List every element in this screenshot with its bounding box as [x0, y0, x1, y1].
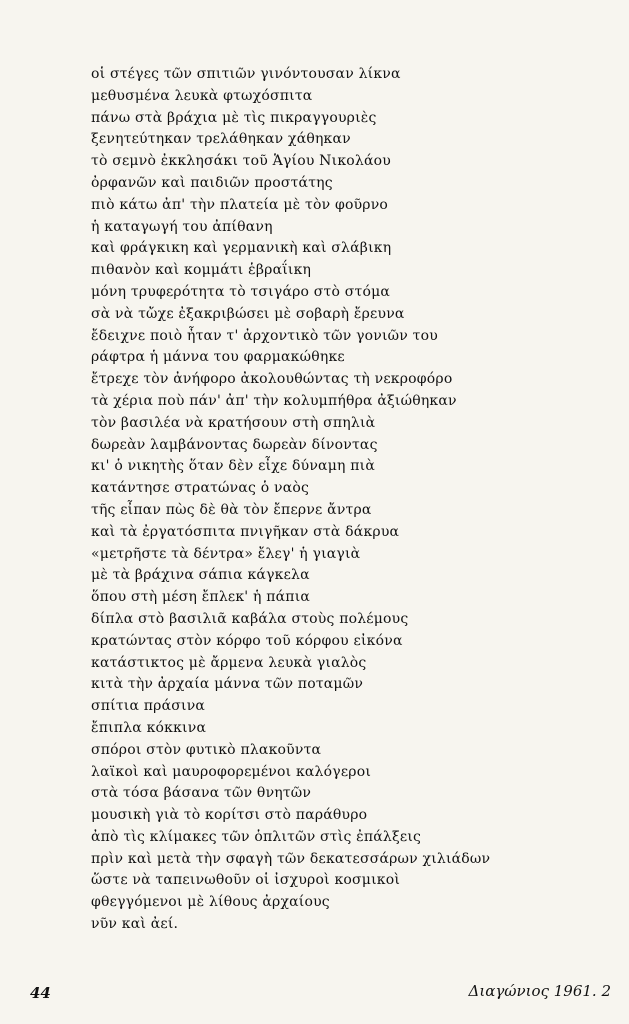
- poem-line: τὰ χέρια ποὺ πάν' ἀπ' τὴν κολυμπήθρα ἀξιώθηκαν: [91, 392, 457, 409]
- poem-line: στὰ τόσα βάσανα τῶν θνητῶν: [91, 785, 312, 802]
- poem-line: φθεγγόμενοι μὲ λίθους ἀρχαίους: [91, 894, 330, 911]
- poem-line: καὶ τὰ ἐργατόσπιτα πνιγῆκαν στὰ δάκρυα: [91, 523, 400, 540]
- poem-line: μόνη τρυφερότητα τὸ τσιγάρο στὸ στόμα: [91, 283, 391, 300]
- poem-line: ξενητεύτηκαν τρελάθηκαν χάθηκαν: [91, 131, 351, 148]
- poem-line: δωρεὰν λαμβάνοντας δωρεὰν δίνοντας: [91, 436, 378, 453]
- poem-text: [91, 64, 611, 936]
- poem-line: πιθανὸν καὶ κομμάτι ἑβραΐικη: [91, 262, 312, 279]
- page-number: 44: [30, 984, 51, 1002]
- poem-line: κατάστικτος μὲ ἄρμενα λευκὰ γιαλὸς: [91, 654, 367, 671]
- poem-line: κρατώντας στὸν κόρφο τοῦ κόρφου εἰκόνα: [91, 632, 403, 649]
- poem-line: ἔπιπλα κόκκινα: [91, 719, 207, 736]
- poem-line: ἔδειχνε ποιὸ ἦταν τ' ἀρχοντικὸ τῶν γονιῶν του: [91, 327, 438, 344]
- poem-line: πιὸ κάτω ἀπ' τὴν πλατεία μὲ τὸν φοῦρνο: [91, 196, 389, 213]
- poem-line: μὲ τὰ βράχινα σάπια κάγκελα: [91, 567, 310, 584]
- poem-line: τὸν βασιλέα νὰ κρατήσουν στὴ σπηλιὰ: [91, 414, 376, 431]
- poem-line: ἀπὸ τὶς κλίμακες τῶν ὁπλιτῶν στὶς ἐπάλξεις: [91, 828, 422, 845]
- poem-line: σπόροι στὸν φυτικὸ πλακοῦντα: [91, 741, 322, 758]
- poem-line: ὀρφανῶν καὶ παιδιῶν προστάτης: [91, 174, 333, 191]
- journal-issue: Διαγώνιος 1961. 2: [468, 982, 611, 1000]
- poem-line: ἔτρεχε τὸν ἀνήφορο ἀκολουθώντας τὴ νεκροφόρο: [91, 371, 453, 388]
- poem-line: μεθυσμένα λευκὰ φτωχόσπιτα: [91, 87, 313, 104]
- poem-line: ὅπου στὴ μέση ἔπλεκ' ἡ πάπια: [91, 589, 311, 606]
- poem-line: «μετρῆστε τὰ δέντρα» ἔλεγ' ἡ γιαγιὰ: [91, 545, 361, 562]
- poem-line: ἡ καταγωγή του ἀπίθανη: [91, 218, 273, 235]
- poem-line: κι' ὁ νικητὴς ὅταν δὲν εἶχε δύναμη πιὰ: [91, 458, 375, 475]
- poem-line: κατάντησε στρατώνας ὁ ναὸς: [91, 480, 310, 497]
- poem-line: σπίτια πράσινα: [91, 698, 206, 715]
- poem-line: πάνω στὰ βράχια μὲ τὶς πικραγγουριὲς: [91, 109, 377, 126]
- poem-line: καὶ φράγκικη καὶ γερμανικὴ καὶ σλάβικη: [91, 240, 392, 257]
- poem-line: τὸ σεμνὸ ἐκκλησάκι τοῦ Ἁγίου Νικολάου: [91, 153, 391, 170]
- poem-line: σὰ νὰ τὤχε ἐξακριβώσει μὲ σοβαρὴ ἔρευνα: [91, 305, 405, 322]
- poem-line: τῆς εἶπαν πὼς δὲ θὰ τὸν ἔπερνε ἄντρα: [91, 501, 372, 518]
- poem-line: κιτὰ τὴν ἀρχαία μάννα τῶν ποταμῶν: [91, 676, 364, 693]
- poem-line: λαϊκοὶ καὶ μαυροφορεμένοι καλόγεροι: [91, 763, 372, 780]
- poem-line: ράφτρα ἡ μάννα του φαρμακώθηκε: [91, 349, 345, 366]
- poem-line: νῦν καὶ ἀεί.: [91, 916, 179, 933]
- poem-line: οἱ στέγες τῶν σπιτιῶν γινόντουσαν λίκνα: [91, 66, 401, 82]
- poem-line: μουσικὴ γιὰ τὸ κορίτσι στὸ παράθυρο: [91, 807, 368, 824]
- poem-line: ὥστε νὰ ταπεινωθοῦν οἱ ἰσχυροὶ κοσμικοὶ: [91, 872, 401, 889]
- poem-line: δίπλα στὸ βασιλιᾶ καβάλα στοὺς πολέμους: [91, 610, 409, 627]
- poem-line: πρὶν καὶ μετὰ τὴν σφαγὴ τῶν δεκατεσσάρων χιλιάδων: [91, 850, 491, 867]
